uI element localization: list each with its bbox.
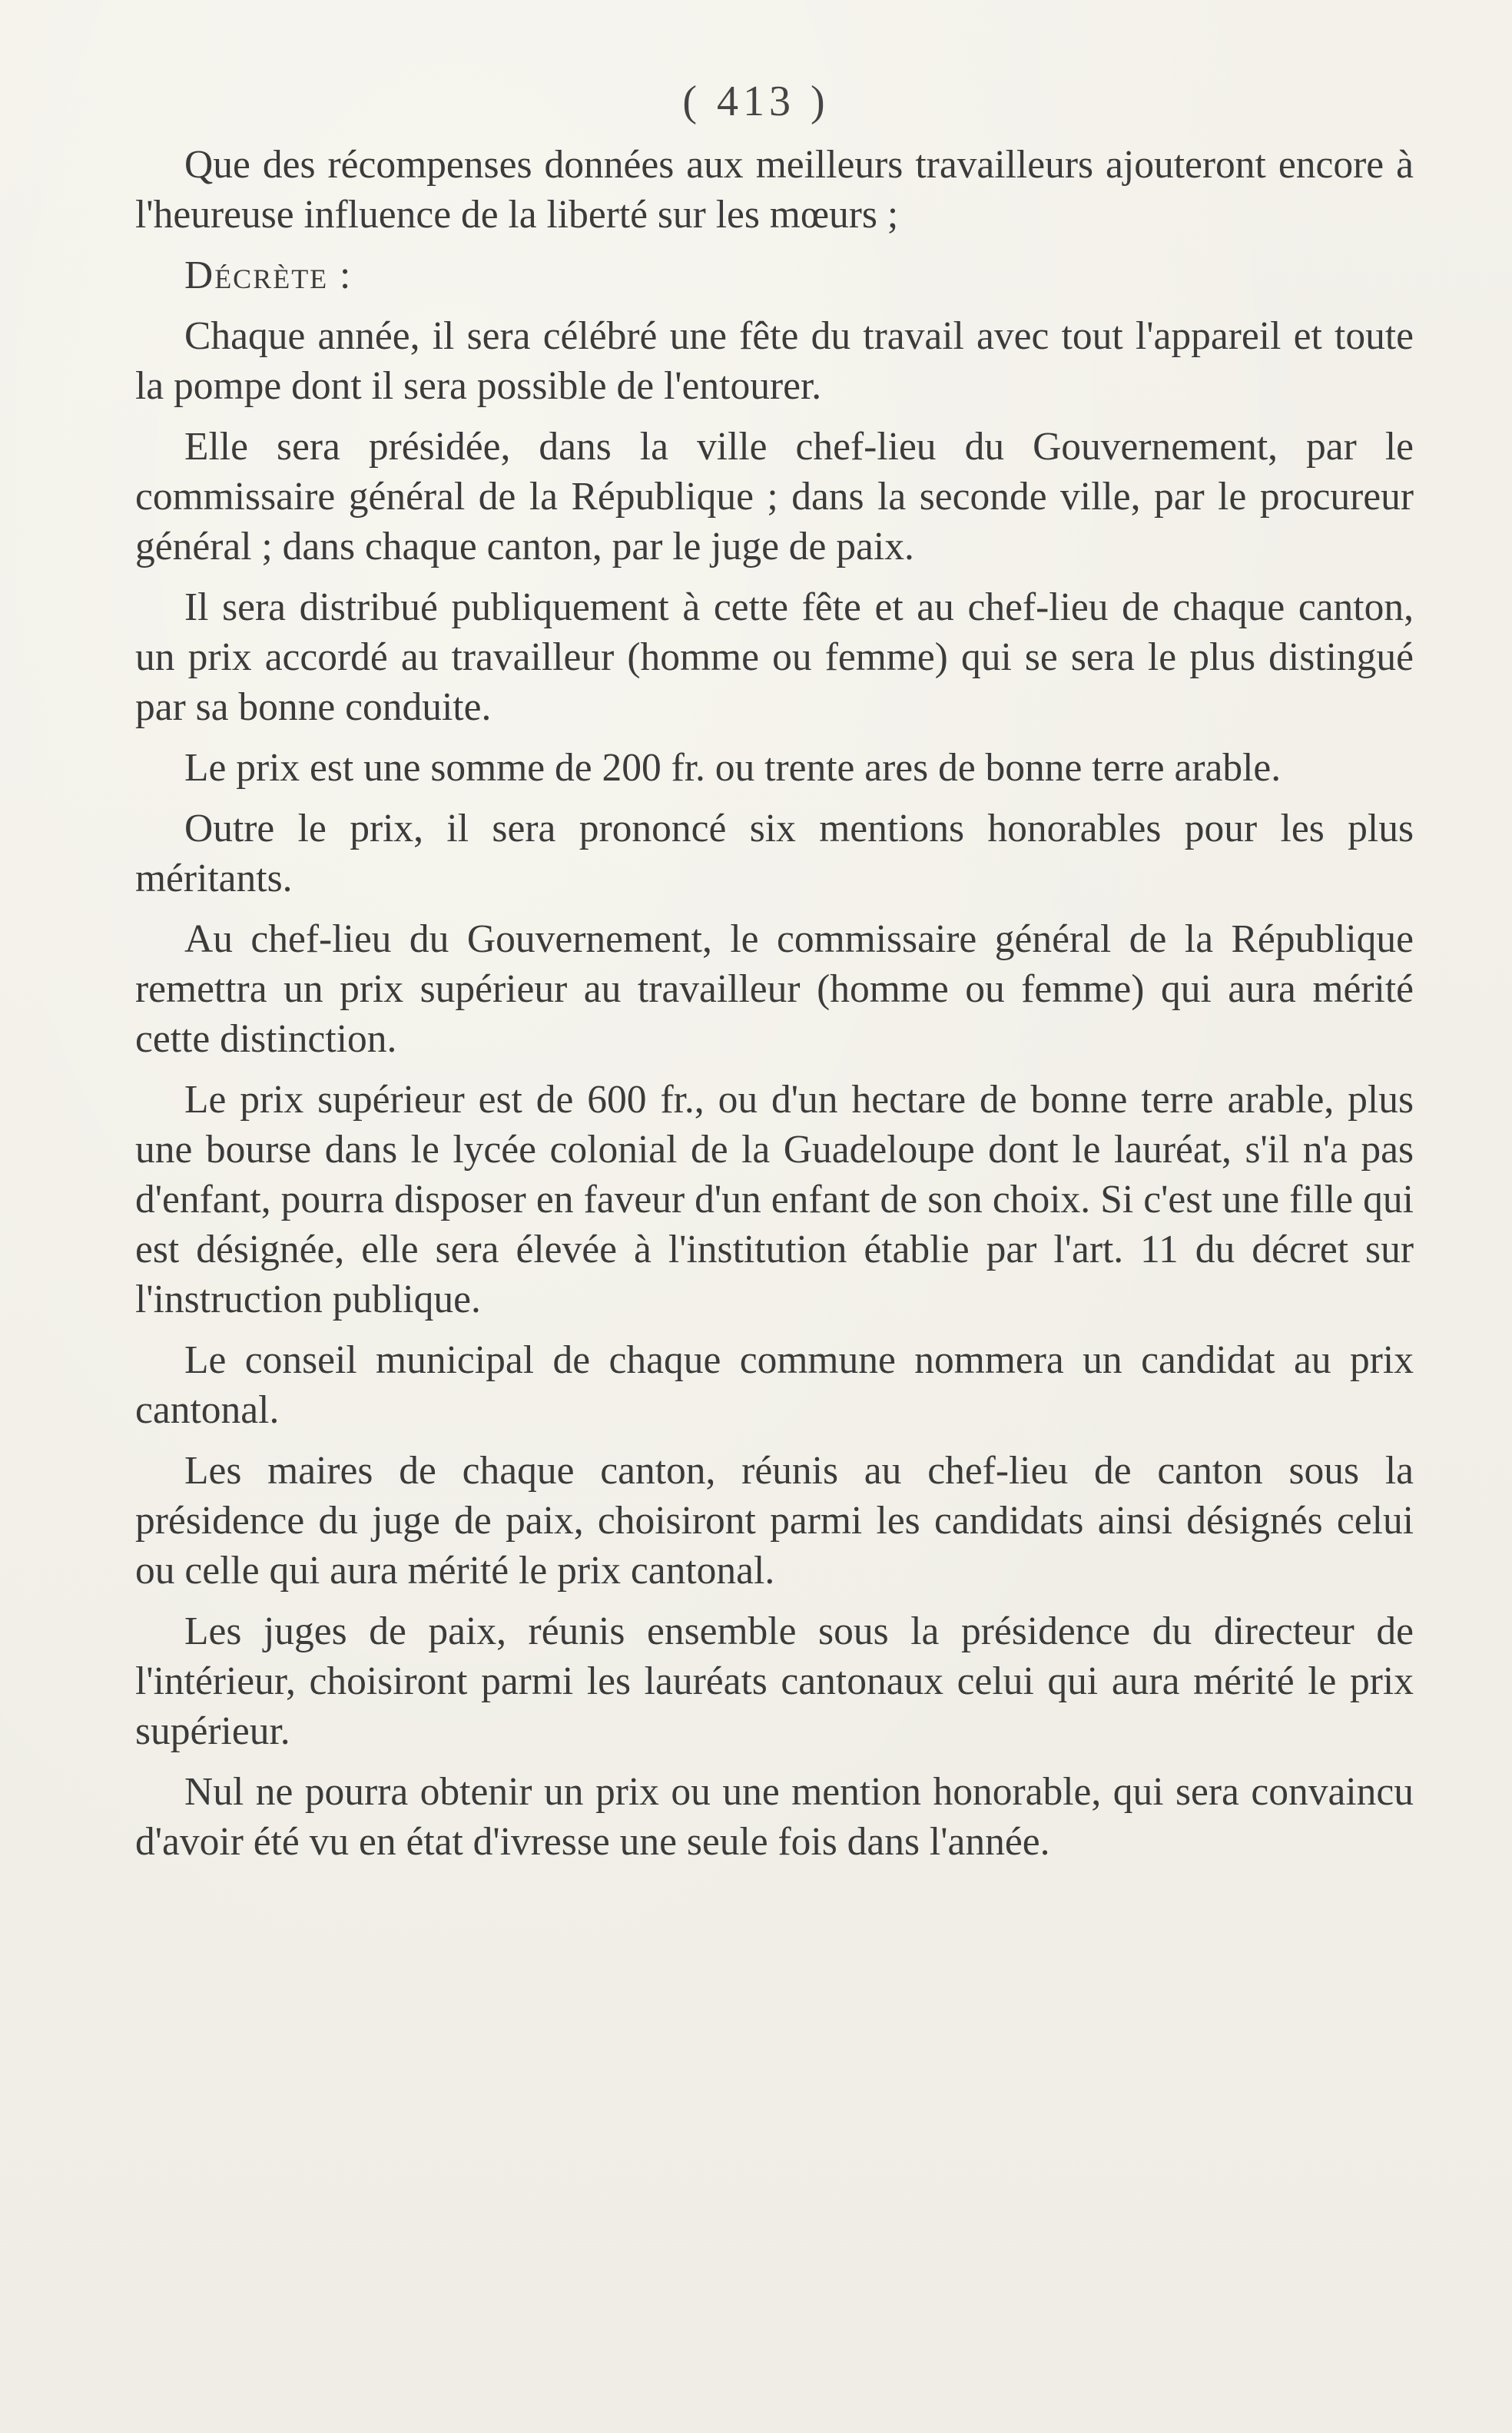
paragraph-honorable-mentions: Outre le prix, il sera prononcé six mentions honorables pour les plus méritants. <box>135 807 1414 900</box>
paragraph-superior-prize: Au chef-lieu du Gouvernement, le commissaire général de la République remettra un prix supérieur au travailleur (homme ou femme) qui aura mérité cette distinction. <box>135 917 1414 1061</box>
page-number: ( 413 ) <box>682 78 830 125</box>
paragraph-superior-prize-amount: Le prix supérieur est de 600 fr., ou d'un hectare de bonne terre arable, plus une bourse dans le lycée colonial de la Guadeloupe dont le lauréat, s'il n'a pas d'enfant, pourra disposer en faveur d'un enfant de son choix. Si c'est une fille qui est désignée, elle sera élevée à l'institution établie par l'art. 11 du décret sur l'instruction publique. <box>135 1078 1414 1321</box>
decree-heading: Décrète : <box>184 254 353 297</box>
paragraph-drunkenness-exclusion: Nul ne pourra obtenir un prix ou une mention honorable, qui sera convaincu d'avoir été vu en état d'ivresse une seule fois dans l'année. <box>135 1770 1414 1864</box>
paragraph-preamble: Que des récompenses données aux meilleurs travailleurs ajouteront encore à l'heureuse influence de la liberté sur les mœurs ; <box>135 143 1414 237</box>
paragraph-presidency: Elle sera présidée, dans la ville chef-lieu du Gouvernement, par le commissaire général de la République ; dans la seconde ville, par le procureur général ; dans chaque canton, par le juge de paix. <box>135 425 1414 568</box>
paragraph-judges-selection: Les juges de paix, réunis ensemble sous la présidence du directeur de l'intérieur, choisiront parmi les lauréats cantonaux celui qui aura mérité le prix supérieur. <box>135 1609 1414 1753</box>
paragraph-municipal-council: Le conseil municipal de chaque commune nommera un candidat au prix cantonal. <box>135 1338 1414 1432</box>
paragraph-prize-distribution: Il sera distribué publiquement à cette fête et au chef-lieu de chaque canton, un prix accordé au travailleur (homme ou femme) qui se sera le plus distingué par sa bonne conduite. <box>135 585 1414 729</box>
paragraph-mayors-selection: Les maires de chaque canton, réunis au chef-lieu de canton sous la présidence du juge de paix, choisiront parmi les candidats ainsi désignés celui ou celle qui aura mérité le prix cantonal. <box>135 1449 1414 1593</box>
body-text <box>135 140 1414 1878</box>
paragraph-prize-amount: Le prix est une somme de 200 fr. ou trente ares de bonne terre arable. <box>184 746 1282 790</box>
paragraph-annual-festival: Chaque année, il sera célébré une fête du travail avec tout l'appareil et toute la pompe dont il sera possible de l'entourer. <box>135 314 1414 408</box>
